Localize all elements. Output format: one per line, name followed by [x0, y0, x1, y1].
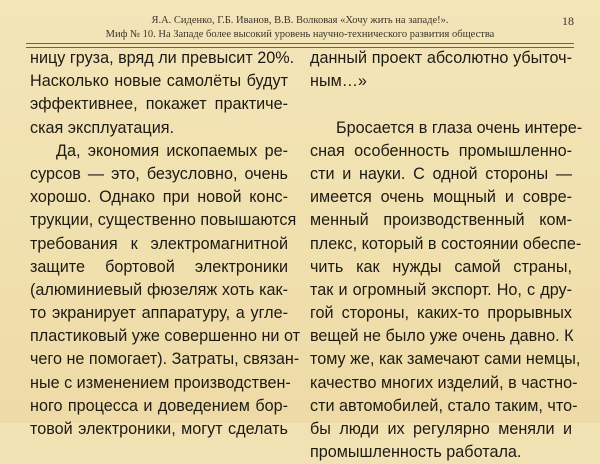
- text-line: гой стороны, каких-то прорывных: [310, 304, 572, 323]
- text-line: хорошо. Однако при новой конс-: [30, 188, 288, 207]
- text-line: плекс, который в состоянии обеспе-: [310, 234, 582, 253]
- text-line: (алюминиевый фюзеляж хоть как-: [30, 280, 288, 299]
- text-line: чего не помогает). Затраты, связан-: [30, 350, 300, 369]
- text-line: сурсов — это, безусловно, очень: [30, 164, 288, 183]
- header-rule: [26, 43, 574, 44]
- page-number: 18: [562, 14, 574, 28]
- text-line: то экранирует аппаратуру, а угле-: [30, 304, 288, 323]
- text-line: Бросается в глаза очень интере-: [336, 118, 583, 137]
- header-chapter-title: Миф № 10. На Западе более высокий уровень научно-технического развития общества: [105, 29, 495, 40]
- text-line: Да, экономия ископаемых ре-: [56, 141, 288, 160]
- header-authors-title: Я.А. Сиденко, Г.Б. Иванов, В.В. Волковая «Хочу жить на западе!».: [151, 15, 449, 26]
- text-line: вещей не было уже очень давно. К: [310, 327, 574, 346]
- text-line: ного процесса и доведением бор-: [30, 396, 288, 415]
- text-line: данный проект абсолютно убыточ-: [310, 49, 572, 67]
- paragraph-gap: [310, 93, 572, 116]
- text-column-right: [310, 47, 583, 464]
- text-line: имеется очень мощный и совре-: [310, 188, 572, 207]
- text-line: ные с изменением производствен-: [30, 373, 291, 392]
- text-line: Насколько новые самолёты будут: [30, 72, 288, 91]
- text-line: требования к электромагнитной: [30, 234, 288, 253]
- text-line: чить как нужды самой страны,: [310, 257, 572, 276]
- text-line: сная особенность промышленно-: [310, 141, 572, 160]
- text-line: промышленность работала.: [310, 443, 522, 462]
- text-line: так и огромный экспорт. Но, с дру-: [310, 280, 572, 299]
- text-line: эффективнее, покажет практиче-: [30, 95, 288, 114]
- text-line: качество многих изделий, в частно-: [310, 373, 578, 392]
- text-line: сти и науки. С одной стороны —: [310, 164, 572, 183]
- text-line: пластиковый уже совершенно ни от: [30, 327, 301, 346]
- text-line: ным…»: [310, 72, 367, 91]
- text-line: защите бортовой электроники: [30, 257, 288, 276]
- text-column-left: [30, 47, 301, 441]
- text-line: товой электроники, могут сделать: [30, 420, 288, 438]
- text-line: менный производственный ком-: [310, 211, 572, 230]
- text-line: ская эксплуатация.: [30, 118, 174, 137]
- text-line: ницу груза, вряд ли превысит 20%.: [30, 49, 295, 67]
- text-line: сти автомобилей, стало таким, что-: [310, 396, 578, 415]
- running-header: [40, 14, 560, 42]
- text-line: бы люди их регулярно меняли и: [310, 420, 572, 438]
- text-line: трукции, существенно повышаются: [30, 211, 297, 230]
- text-line: тому же, как замечают сами немцы,: [310, 350, 581, 369]
